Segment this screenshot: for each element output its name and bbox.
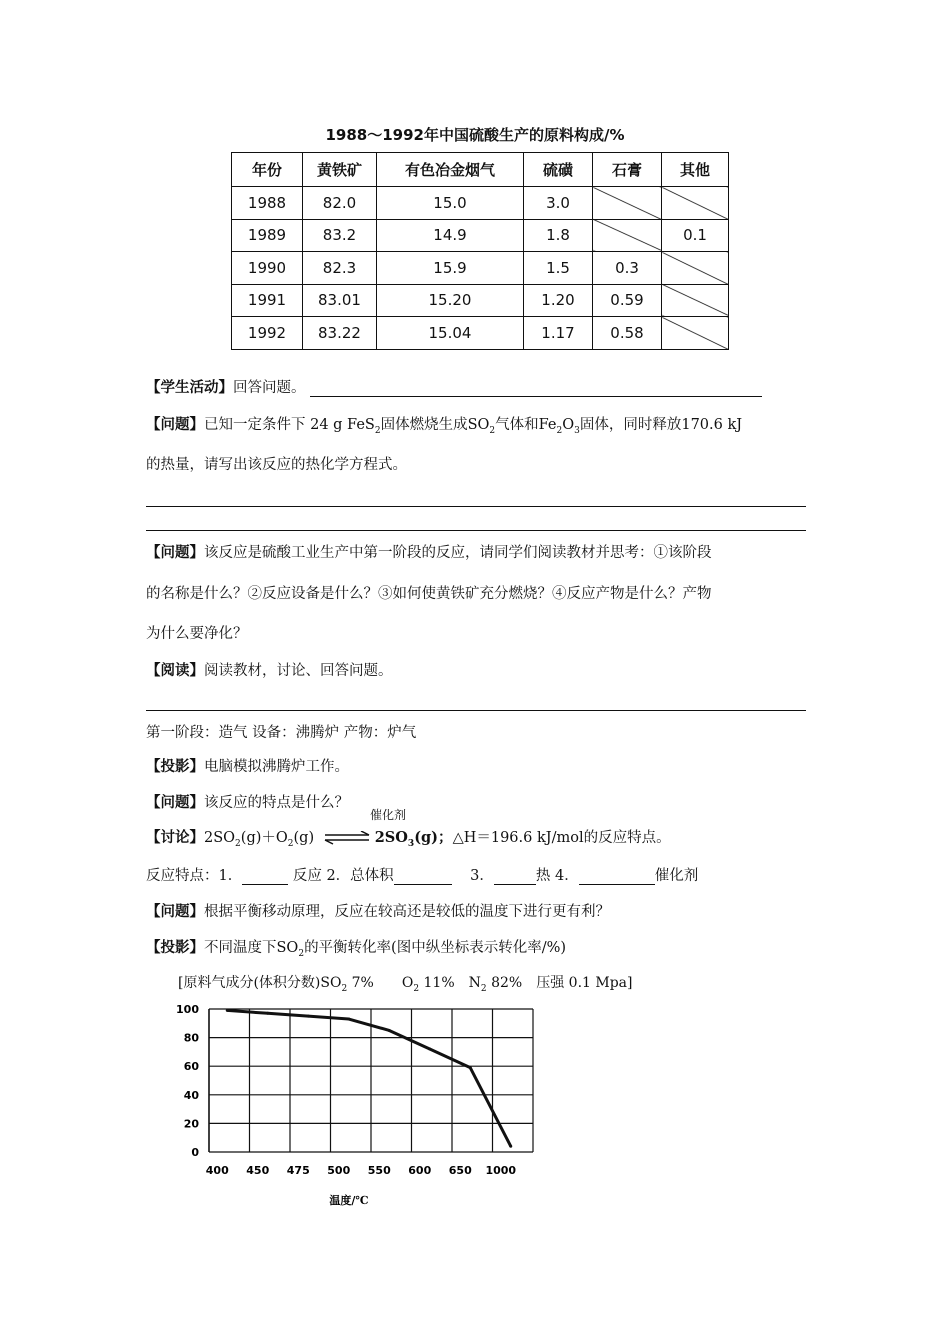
table-cell: 0.58 — [593, 317, 662, 350]
answer-line[interactable] — [146, 710, 806, 711]
data-point — [469, 1066, 472, 1069]
table-header-cell: 年份 — [232, 153, 303, 187]
reading-line: 【阅读】阅读教材，讨论、回答问题。 — [146, 662, 393, 679]
data-point — [347, 1018, 350, 1021]
x-tick-label: 650 — [448, 1164, 472, 1177]
equilibrium-arrow-icon — [321, 831, 373, 845]
y-tick-label: 100 — [176, 1003, 199, 1016]
table-header-cell: 其他 — [662, 153, 729, 187]
question-2-line2: 的名称是什么？②反应设备是什么？③如何使黄铁矿充分燃烧？④反应产物是什么？产物 — [146, 586, 712, 602]
catalyst-label: 催化剂 — [370, 808, 407, 822]
y-tick-label: 40 — [183, 1088, 199, 1102]
table-cell: 83.01 — [303, 284, 377, 317]
table-cell: 0.59 — [593, 284, 662, 317]
blank-2[interactable] — [394, 870, 452, 885]
activity-text: 回答问题。 — [233, 380, 306, 396]
table-cell: 1989 — [232, 219, 303, 252]
table-cell — [593, 219, 662, 252]
table-cell: 83.22 — [303, 317, 377, 350]
table-cell — [662, 252, 729, 285]
y-tick-label: 80 — [183, 1031, 199, 1045]
x-tick-label: 500 — [327, 1164, 351, 1177]
x-tick-label: 400 — [205, 1164, 229, 1177]
discussion-line: 【讨论】$2SO_2(g)+O_2(g)$ $2SO_3(g)$；△H＝196.6 kJ/mol的反应特点。 — [146, 829, 671, 849]
question-1-line2: 的热量，请写出该反应的热化学方程式。 — [146, 457, 407, 473]
table-header-cell: 黄铁矿 — [303, 153, 377, 187]
answer-line[interactable] — [146, 530, 806, 531]
table-row — [232, 187, 729, 220]
table-cell: 1991 — [232, 284, 303, 317]
table-row — [232, 317, 729, 350]
x-tick-label: 450 — [246, 1164, 270, 1177]
table-cell — [593, 187, 662, 220]
y-tick-label: 20 — [183, 1117, 199, 1131]
question-4: 【问题】根据平衡移动原理，反应在较高还是较低的温度下进行更有利？ — [146, 903, 610, 920]
table-cell — [662, 284, 729, 317]
table-cell — [662, 187, 729, 220]
conversion-chart — [160, 995, 560, 1210]
table-cell: 1990 — [232, 252, 303, 285]
question-2-line1: 【问题】该反应是硫酸工业生产中第一阶段的反应，请同学们阅读教材并思考：①该阶段 — [146, 544, 712, 561]
table-cell: 3.0 — [524, 187, 593, 220]
table-cell — [662, 317, 729, 350]
answer-blank[interactable] — [310, 382, 762, 397]
raw-material-table — [231, 152, 729, 350]
table-row — [232, 284, 729, 317]
blank-1[interactable] — [242, 870, 288, 885]
table-cell: 15.9 — [377, 252, 524, 285]
blank-4[interactable] — [579, 870, 655, 885]
data-point — [226, 1009, 229, 1012]
table-cell: 15.04 — [377, 317, 524, 350]
table-title: 1988～1992年中国硫酸生产的原料构成/% — [325, 126, 625, 144]
data-point — [388, 1029, 391, 1032]
data-point — [428, 1048, 431, 1051]
table-header-cell: 有色冶金烟气 — [377, 153, 524, 187]
projection-2: 【投影】不同温度下$SO_2$的平衡转化率(图中纵坐标表示转化率/%) — [146, 939, 567, 959]
question-2-line3: 为什么要净化？ — [146, 626, 248, 642]
table-cell: 1988 — [232, 187, 303, 220]
blank-3[interactable] — [494, 870, 536, 885]
table-header-row — [232, 153, 729, 187]
activity-line — [146, 376, 762, 397]
projection-1: 【投影】电脑模拟沸腾炉工作。 — [146, 758, 349, 775]
gas-composition: [原料气成分(体积分数)$SO_2$ 7% $O_2$ 11% $N_2$ 82% 压强 0.1 Mpa] — [178, 975, 633, 994]
y-tick-label: 0 — [191, 1146, 199, 1159]
table-cell: 15.20 — [377, 284, 524, 317]
question-1-line1: 【问题】已知一定条件下 24 g FeS$_2$固体燃烧生成$SO_2$气体和$Fe_2O_3$固体，同时释放170.6 kJ — [146, 416, 743, 436]
table-header-cell: 硫磺 — [524, 153, 593, 187]
table-header-cell: 石膏 — [593, 153, 662, 187]
x-tick-label: 1000 — [485, 1164, 517, 1177]
activity-tag: 【学生活动】 — [146, 379, 233, 396]
table-cell: 14.9 — [377, 219, 524, 252]
data-point — [509, 1145, 512, 1148]
table-cell: 15.0 — [377, 187, 524, 220]
data-point — [266, 1012, 269, 1015]
x-tick-label: 475 — [286, 1164, 310, 1177]
table-cell: 83.2 — [303, 219, 377, 252]
table-row — [232, 219, 729, 252]
table-cell: 1.17 — [524, 317, 593, 350]
table-cell: 0.3 — [593, 252, 662, 285]
table-cell: 82.3 — [303, 252, 377, 285]
x-tick-label: 550 — [367, 1164, 391, 1177]
question-3: 【问题】该反应的特点是什么？ — [146, 794, 349, 811]
table-cell: 0.1 — [662, 219, 729, 252]
features-line: 反应特点：1． 反应 2．总体积 3． 热 4． 催化剂 — [146, 868, 699, 884]
conversion-series-line — [227, 1010, 511, 1146]
table-cell: 82.0 — [303, 187, 377, 220]
x-tick-label: 600 — [408, 1164, 432, 1177]
table-cell: 1.5 — [524, 252, 593, 285]
answer-line[interactable] — [146, 506, 806, 507]
stage-line: 第一阶段：造气 设备：沸腾炉 产物：炉气 — [146, 725, 417, 741]
table-cell: 1992 — [232, 317, 303, 350]
x-axis-label: 温度/℃ — [329, 1194, 369, 1207]
table-cell: 1.8 — [524, 219, 593, 252]
table-cell: 1.20 — [524, 284, 593, 317]
data-point — [307, 1015, 310, 1018]
y-tick-label: 60 — [183, 1060, 199, 1074]
table-row — [232, 252, 729, 285]
